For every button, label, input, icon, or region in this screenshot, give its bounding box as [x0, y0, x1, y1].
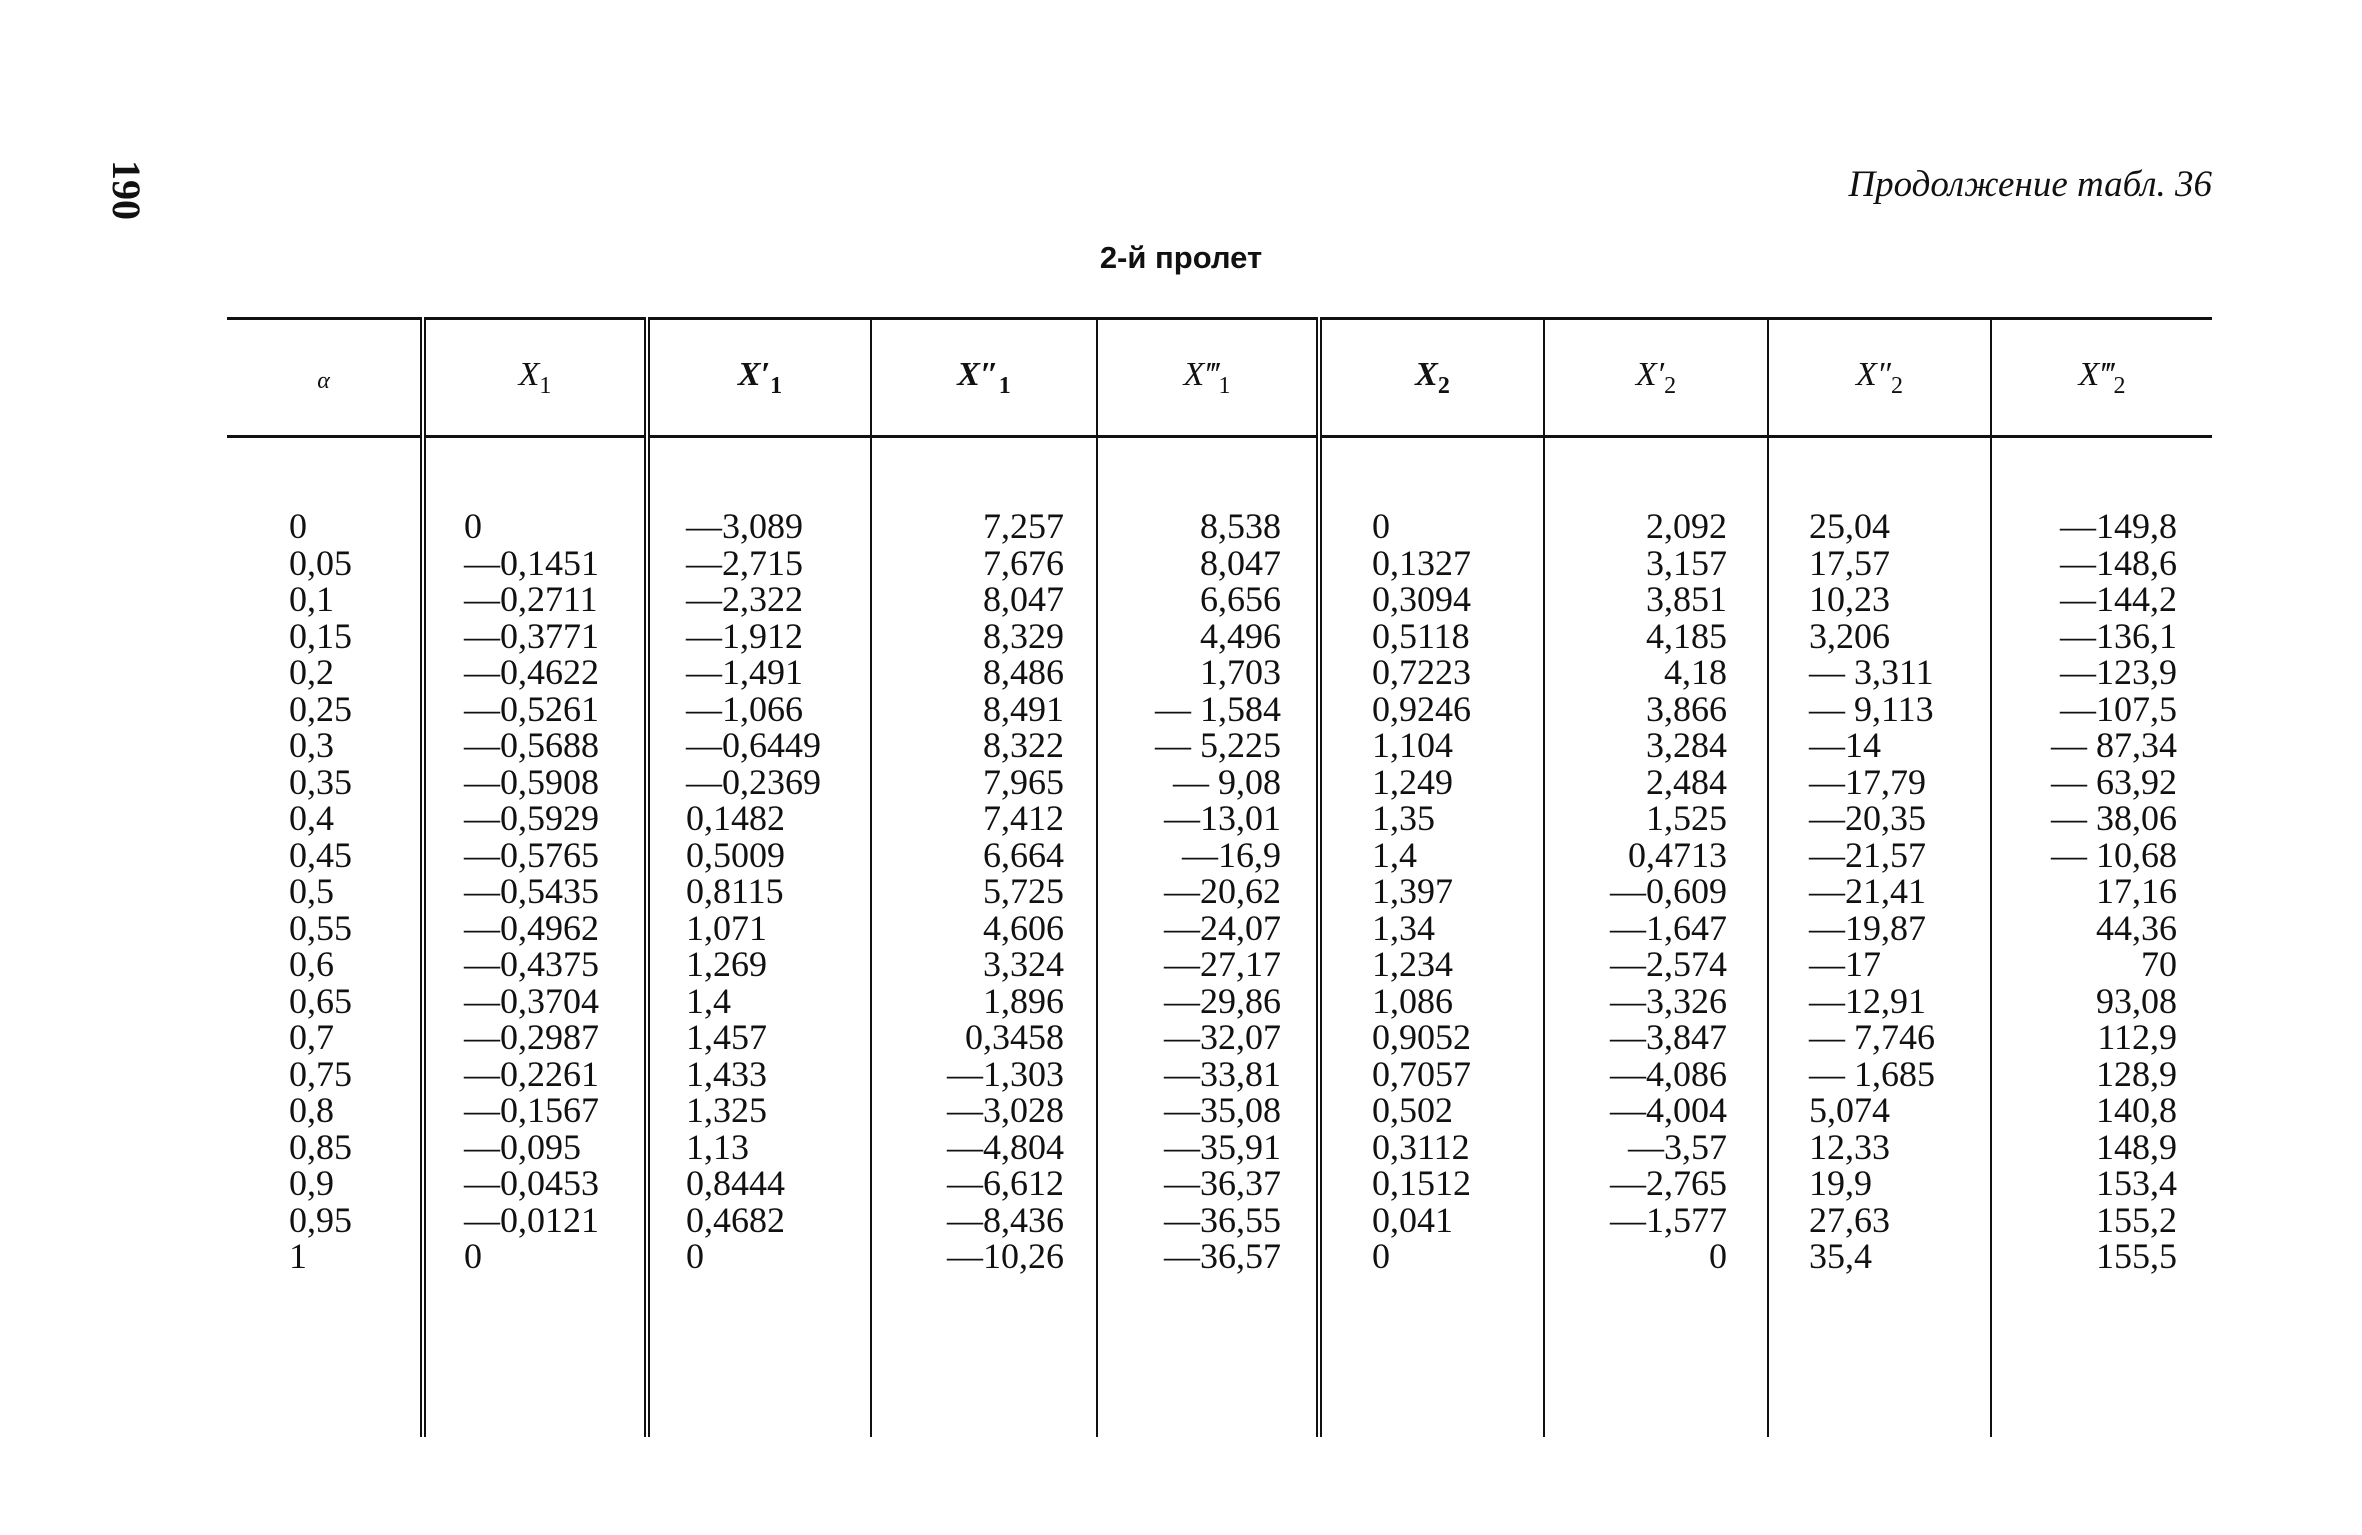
table-cell: 3,284: [1646, 725, 1727, 765]
table-cell: 93,08: [2096, 980, 2177, 1021]
table-cell: —12,91: [1809, 980, 1926, 1021]
table-cell: 0,8: [289, 1090, 334, 1130]
table-cell: 0,3458: [965, 1017, 1064, 1057]
table-cell: 8,047: [1200, 542, 1281, 583]
table-cell: 0: [289, 506, 307, 546]
table-cell: —1,577: [1610, 1199, 1727, 1240]
table-cell: 0,1512: [1372, 1163, 1471, 1203]
table-cell: 155,5: [2096, 1236, 2177, 1276]
table-cell: —0,5435: [464, 871, 599, 911]
table-cell: —0,2261: [464, 1053, 599, 1094]
table-cell: —20,35: [1809, 798, 1926, 838]
header-x2-double-prime: $X''_2$: [1768, 319, 1991, 437]
header-x1: $X_1$: [423, 319, 647, 437]
table-cell: —4,004: [1610, 1090, 1727, 1130]
table-cell: —2,322: [686, 579, 803, 619]
table-cell: —3,028: [947, 1090, 1064, 1130]
table-cell: —0,095: [464, 1126, 581, 1167]
table-cell: — 63,92: [2051, 761, 2177, 802]
table-cell: —27,17: [1164, 944, 1281, 984]
table-cell: 6,656: [1200, 579, 1281, 619]
table-cell: —0,2987: [464, 1017, 599, 1057]
header-x1-prime: $X'_1$: [647, 319, 871, 437]
table-cell: — 1,584: [1155, 688, 1281, 729]
table-cell: —149,8: [2060, 506, 2177, 546]
table-cell: 7,676: [983, 542, 1064, 583]
table-cell: —4,086: [1610, 1053, 1727, 1094]
table-cell: 0,95: [289, 1199, 352, 1240]
table-cell: 1,13: [686, 1126, 749, 1167]
table-cell: —0,1567: [464, 1090, 599, 1130]
table-cell: — 1,685: [1809, 1053, 1935, 1094]
page-number: 190: [104, 160, 149, 220]
table-cell: —2,574: [1610, 944, 1727, 984]
table-cell: 0,8115: [686, 871, 784, 911]
table-cell: —1,303: [947, 1053, 1064, 1094]
table-cell: —107,5: [2060, 688, 2177, 729]
table-cell: 1,4: [1372, 834, 1417, 875]
table-cell: 5,725: [983, 871, 1064, 911]
column-x2-double-prime: [1768, 437, 1991, 1437]
table-cell: —21,57: [1809, 834, 1926, 875]
table-cell: 0,9: [289, 1163, 334, 1203]
table-cell: —123,9: [2060, 652, 2177, 692]
table-cell: 8,491: [983, 688, 1064, 729]
table-cell: — 9,113: [1809, 688, 1934, 729]
table-continuation-caption: Продолжение табл. 36: [1848, 164, 2212, 205]
table-cell: 0: [464, 1236, 482, 1276]
table-cell: —0,6449: [686, 725, 821, 765]
table-cell: 3,206: [1809, 615, 1890, 656]
table-cell: 1,896: [983, 980, 1064, 1021]
table-cell: —17,79: [1809, 761, 1926, 802]
table-cell: —32,07: [1164, 1017, 1281, 1057]
header-x1-double-prime: $X''_1$: [871, 319, 1097, 437]
header-x1-triple-prime: $X‴_1$: [1097, 319, 1319, 437]
table-cell: 0: [1372, 1236, 1390, 1276]
table-cell: —148,6: [2060, 542, 2177, 583]
table-cell: 1,433: [686, 1053, 767, 1094]
table-cell: 0,3094: [1372, 579, 1471, 619]
table-cell: 0,2: [289, 652, 334, 692]
header-row: [227, 319, 2212, 437]
table-cell: —21,41: [1809, 871, 1926, 911]
table-cell: —0,609: [1610, 871, 1727, 911]
column-x2: [1319, 437, 1544, 1437]
table-cell: —4,804: [947, 1126, 1064, 1167]
table-cell: —0,3771: [464, 615, 599, 656]
table-cell: —1,066: [686, 688, 803, 729]
table-cell: 2,484: [1646, 761, 1727, 802]
table-cell: 0,4713: [1628, 834, 1727, 875]
table-cell: 4,496: [1200, 615, 1281, 656]
table-cell: —1,647: [1610, 907, 1727, 948]
table-cell: —13,01: [1164, 798, 1281, 838]
table-cell: —0,4375: [464, 944, 599, 984]
table-cell: —0,0121: [464, 1199, 599, 1240]
table-cell: 0,05: [289, 542, 352, 583]
table-cell: 153,4: [2096, 1163, 2177, 1203]
table-cell: 1,249: [1372, 761, 1453, 802]
table-cell: 0,85: [289, 1126, 352, 1167]
table-cell: —1,491: [686, 652, 803, 692]
table-cell: — 87,34: [2051, 725, 2177, 765]
table-cell: 0: [1372, 506, 1390, 546]
table-cell: 128,9: [2096, 1053, 2177, 1094]
table-cell: 1,34: [1372, 907, 1435, 948]
table-cell: —8,436: [947, 1199, 1064, 1240]
column-x1-triple-prime: [1097, 437, 1319, 1437]
column-x1-prime: [647, 437, 871, 1437]
table-cell: 140,8: [2096, 1090, 2177, 1130]
table-cell: 0,7057: [1372, 1053, 1471, 1094]
table-cell: 1,269: [686, 944, 767, 984]
table-cell: 70: [2141, 944, 2177, 984]
table-cell: 0,9052: [1372, 1017, 1471, 1057]
table-cell: —36,57: [1164, 1236, 1281, 1276]
table-cell: — 3,311: [1809, 652, 1934, 692]
table-cell: 4,606: [983, 907, 1064, 948]
column-x1: [423, 437, 647, 1437]
table-cell: —20,62: [1164, 871, 1281, 911]
table-cell: 7,412: [983, 798, 1064, 838]
table-cell: —10,26: [947, 1236, 1064, 1276]
table-cell: —0,1451: [464, 542, 599, 583]
table-cell: 1,325: [686, 1090, 767, 1130]
table-cell: —3,326: [1610, 980, 1727, 1021]
table-cell: —0,5688: [464, 725, 599, 765]
table-cell: —0,4962: [464, 907, 599, 948]
table-cell: 17,57: [1809, 542, 1890, 583]
section-subtitle: 2-й пролет: [1099, 240, 1263, 275]
column-x2-prime: [1544, 437, 1768, 1437]
table-cell: 10,23: [1809, 579, 1890, 619]
table-cell: 0,1327: [1372, 542, 1471, 583]
table-cell: 148,9: [2096, 1126, 2177, 1167]
table-cell: 155,2: [2096, 1199, 2177, 1240]
table-cell: 1,234: [1372, 944, 1453, 984]
table-cell: —35,08: [1164, 1090, 1281, 1130]
table-body-row: [227, 437, 2212, 1437]
table-cell: 0,7: [289, 1017, 334, 1057]
table-cell: 0: [1709, 1236, 1727, 1276]
table-cell: —3,847: [1610, 1017, 1727, 1057]
header-alpha: α: [227, 319, 423, 437]
table-cell: — 5,225: [1155, 725, 1281, 765]
table-cell: 0,1: [289, 579, 334, 619]
column-x2-triple-prime: [1991, 437, 2212, 1437]
table-cell: 0: [464, 506, 482, 546]
table-cell: 35,4: [1809, 1236, 1872, 1276]
table-cell: —19,87: [1809, 907, 1926, 948]
table-cell: 7,965: [983, 761, 1064, 802]
table-cell: — 38,06: [2051, 798, 2177, 838]
table-cell: —0,5929: [464, 798, 599, 838]
table-cell: 5,074: [1809, 1090, 1890, 1130]
table-cell: —6,612: [947, 1163, 1064, 1203]
table-cell: 1,086: [1372, 980, 1453, 1021]
table-cell: 8,322: [983, 725, 1064, 765]
table-cell: —14: [1809, 725, 1881, 765]
table-cell: —0,3704: [464, 980, 599, 1021]
table-cell: 44,36: [2096, 907, 2177, 948]
table-cell: —3,57: [1628, 1126, 1727, 1167]
header-x2-triple-prime: $X‴_2$: [1991, 319, 2212, 437]
table-cell: 8,329: [983, 615, 1064, 656]
table-cell: —29,86: [1164, 980, 1281, 1021]
table-cell: 17,16: [2096, 871, 2177, 911]
table-cell: —0,0453: [464, 1163, 599, 1203]
table-cell: 1,4: [686, 980, 731, 1021]
table-cell: 0,6: [289, 944, 334, 984]
table-cell: 7,257: [983, 506, 1064, 546]
table-cell: —36,37: [1164, 1163, 1281, 1203]
table-cell: —1,912: [686, 615, 803, 656]
table-cell: 0,25: [289, 688, 352, 729]
header-x2: $X_2$: [1319, 319, 1544, 437]
table-cell: —2,715: [686, 542, 803, 583]
table-cell: 25,04: [1809, 506, 1890, 546]
table-cell: 0,15: [289, 615, 352, 656]
table-cell: 3,324: [983, 944, 1064, 984]
table-cell: 8,486: [983, 652, 1064, 692]
column-x1-double-prime: [871, 437, 1097, 1437]
table-cell: —35,91: [1164, 1126, 1281, 1167]
table-cell: 0,3112: [1372, 1126, 1470, 1167]
table-cell: —0,5765: [464, 834, 599, 875]
table-cell: —144,2: [2060, 579, 2177, 619]
table-cell: 2,092: [1646, 506, 1727, 546]
table-cell: —17: [1809, 944, 1881, 984]
table-cell: —0,4622: [464, 652, 599, 692]
table-cell: 6,664: [983, 834, 1064, 875]
table-cell: —24,07: [1164, 907, 1281, 948]
table-cell: —0,5908: [464, 761, 599, 802]
table-cell: —0,5261: [464, 688, 599, 729]
table-cell: 8,538: [1200, 506, 1281, 546]
table-cell: 0,502: [1372, 1090, 1453, 1130]
table-cell: 1,397: [1372, 871, 1453, 911]
table-cell: 0,4: [289, 798, 334, 838]
table-cell: —33,81: [1164, 1053, 1281, 1094]
table-cell: 0,5118: [1372, 615, 1470, 656]
table-cell: 3,851: [1646, 579, 1727, 619]
table-cell: 4,18: [1664, 652, 1727, 692]
table-cell: — 10,68: [2051, 834, 2177, 875]
table-cell: 0,55: [289, 907, 352, 948]
header-x2-prime: $X'_2$: [1544, 319, 1768, 437]
table-cell: 0,45: [289, 834, 352, 875]
table-cell: 0,7223: [1372, 652, 1471, 692]
table-cell: 4,185: [1646, 615, 1727, 656]
table-cell: 0: [686, 1236, 704, 1276]
table-cell: —2,765: [1610, 1163, 1727, 1203]
table-cell: 0,1482: [686, 798, 785, 838]
table-cell: 12,33: [1809, 1126, 1890, 1167]
table-cell: —36,55: [1164, 1199, 1281, 1240]
table-cell: —0,2711: [464, 579, 598, 619]
table-cell: 0,5: [289, 871, 334, 911]
table-cell: 19,9: [1809, 1163, 1872, 1203]
table-cell: 1,703: [1200, 652, 1281, 692]
table-cell: 8,047: [983, 579, 1064, 619]
table-cell: —3,089: [686, 506, 803, 546]
table-cell: 0,041: [1372, 1199, 1453, 1240]
table-cell: 0,3: [289, 725, 334, 765]
table-cell: 27,63: [1809, 1199, 1890, 1240]
table-cell: 112,9: [2097, 1017, 2177, 1057]
table-cell: 3,866: [1646, 688, 1727, 729]
table-cell: 0,9246: [1372, 688, 1471, 729]
table-cell: 3,157: [1646, 542, 1727, 583]
table-cell: —0,2369: [686, 761, 821, 802]
data-table: [227, 317, 2212, 1437]
table-cell: —136,1: [2060, 615, 2177, 656]
table-cell: 0,5009: [686, 834, 785, 875]
table-cell: 1: [289, 1236, 307, 1276]
table-cell: 1,071: [686, 907, 767, 948]
table-cell: 1,525: [1646, 798, 1727, 838]
table-cell: — 7,746: [1809, 1017, 1935, 1057]
table-cell: —16,9: [1182, 834, 1281, 875]
table-cell: 0,75: [289, 1053, 352, 1094]
table-cell: 1,457: [686, 1017, 767, 1057]
table-cell: 1,104: [1372, 725, 1453, 765]
table-cell: 0,8444: [686, 1163, 785, 1203]
table-cell: — 9,08: [1173, 761, 1281, 802]
table-cell: 0,35: [289, 761, 352, 802]
table-cell: 0,65: [289, 980, 352, 1021]
column-alpha: [227, 437, 423, 1437]
table-cell: 1,35: [1372, 798, 1435, 838]
table-cell: 0,4682: [686, 1199, 785, 1240]
